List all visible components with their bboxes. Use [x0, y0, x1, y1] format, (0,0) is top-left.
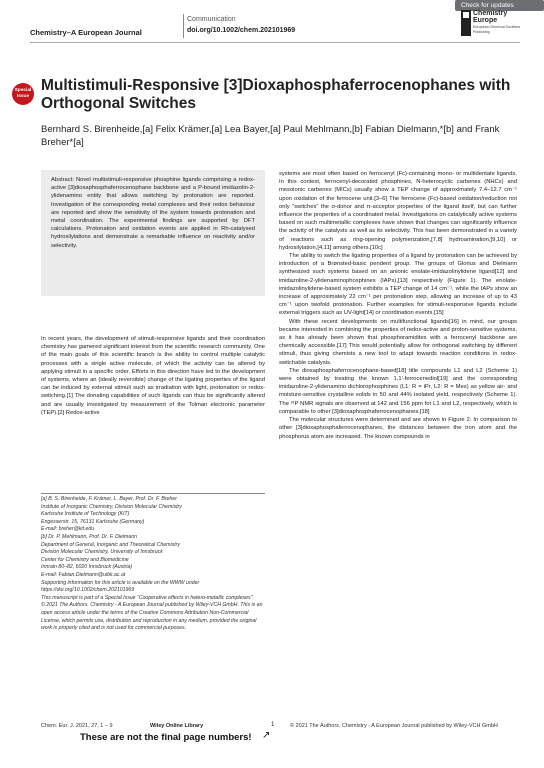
- badge-line-1: Special: [14, 88, 32, 93]
- logo-text-chemistry: Chemistry: [473, 10, 508, 17]
- logo-text-europe: Europe: [473, 17, 498, 24]
- affiliation-line: Karlsruhe Institute of Technology (KIT): [41, 511, 130, 518]
- body-paragraph: The ability to switch the ligating properties of a ligand by protonation can be achieved by introduction of a Brønsted-basic pendent group. The groups of Glorius and Dielmann synthesized such systems based on an anionic enolate-imidazolinylidene ligand[12] and imidazoline-2-ylidenaminophosphines (IAPs),[13] respectively (Figure 1). The enolate-imidazolinylidene-based system exhibits a TEP change of 14 cm⁻¹, while the IAPs show an increase of approximately 22 cm⁻¹ per protonation step, allowing an increase of up to 43 cm⁻¹ upon twofold protonation. Further examples for stimuli-responsive ligands include external triggers such as UV-light[14] or coordination events.[15]: [279, 253, 517, 317]
- body-paragraph: The dioxaphosphaferrocenophane-based[18] title compounds L1 and L2 (Scheme 1) were obtained by treating the known 1,1′-ferrocenediol[19] and the corresponding imidazoline-2-ylidenamino dichlorophosphines (L1: R = iPr, L2: R = Mes) as yellow air- and moisture-sensitive crystalline solids in 50 and 44% isolated yield, respectively (Scheme 1). The ³¹P NMR signals are observed at 142 and 156 ppm for L1 and L2, respectively, which is comparable to other [3]dioxaphosphaferrocenophanes.[18]: [279, 367, 517, 415]
- footer-publisher[interactable]: Wiley Online Library: [150, 723, 204, 729]
- affiliation-line: Innrain 80–82, 6020 Innsbruck (Austria): [41, 564, 133, 571]
- affiliation-line: Department of General, Inorganic and Theoretical Chemistry: [41, 541, 180, 548]
- article-type-label: Communication: [187, 16, 236, 23]
- header-divider: [183, 14, 184, 38]
- affiliation-line: Center for Chemistry and Biomedicine: [41, 556, 129, 563]
- not-final-notice: These are not the final page numbers!: [80, 732, 252, 743]
- supporting-info-note[interactable]: Supporting information for this article is available on the WWW under https://doi.org/10.1002/chem.202101969: [41, 579, 200, 594]
- affiliation-line: [b] Dr. P. Mehlmann, Prof. Dr. F. Dielmann: [41, 533, 138, 540]
- affiliation-line: [a] B. S. Birenheide, F. Krämer, L. Bayer, Prof. Dr. F. Breher: [41, 496, 177, 502]
- license-note: © 2021 The Authors. Chemistry - A European Journal published by Wiley-VCH GmbH. This is an open access article under the terms of the Creative Commons Attribution Non-Commercial License, which permits use, distribution and reproduction in any medium, provided the original work is properly cited and is not used for commercial purposes.: [41, 602, 263, 632]
- header-rule: [30, 42, 520, 43]
- affiliation-line: Institute of Inorganic Chemistry, Division Molecular Chemistry: [41, 503, 182, 510]
- body-paragraph: systems are most often based on ferrocenyl (Fc)-containing mono- or multidentate ligands. In this context, ferrocenyl-decorated phosphines, N-heterocyclic carbenes (NHCs) and mesoionic carbenes (MICs) usually show a TEP change of approximately 7.4–12.7 cm⁻¹ upon oxidation of the ferrocene unit.[3–6] The ferrocene (Fc)-based oxidation/reduction not only “switches” the σ-donor and π-acceptor properties of the ligand itself, but can further influence the properties of a coordinated metal. Investigations on catalytically active systems based on such multimetallic complexes have shown that changes can significantly influence the activity of the catalysts as well as its selectivity. This has been demonstrated in a variety of reactions such as ring-opening polymerization,[7,8] hydroamination,[9,10] or hydrosilylation,[4,11] among others.[10c]: [279, 171, 517, 251]
- special-issue-badge: [12, 83, 34, 105]
- affiliation-email[interactable]: E-mail: Fabian.Dielmann@uibk.ac.at: [41, 571, 126, 578]
- body-paragraph: In recent years, the development of stimuli-responsive ligands and their coordination chemistry has gamered significant interest from the scientific research community. One of the main goals of this scientific branch is the ability to control multiple catalytic processes with a single active molecule, of which the activity can be altered by applying stimuli in a specific order. Efforts in this direction have led to the development of systems, where an (ideally reversible) change of the ligating properties of the ligand can be induced by external stimuli such as irradiation with light, protonation or redox-switching.[1] The donating capabilities of such ligands can thus be significantly altered and are usually investigated by measurement of the Tolman electronic parameter (TEP).[2] Redox-active: [41, 336, 265, 416]
- author-list: Bernhard S. Birenheide,[a] Felix Krämer,[a] Lea Bayer,[a] Paul Mehlmann,[b] Fabian Dielmann,*[b] and Frank Breher*[a]: [41, 124, 500, 148]
- abstract-box: Abstract: Novel multistimuli-responsive phosphine ligands comprising a redox-active [3]dioxaphosphaferrocenophane backbone and a P-bound imidazolin-2-ylidenamino entity that allows switching by protonation are reported. Investigation of the corresponding metal complexes and their redox behaviour are reported and show the sensitivity of the system towards protonation and metal coordination. The experimental findings are supported by DFT calculations. Protonation and oxidation events are applied in Rh-catalysed hydrosilylations and demonstrate a remarkable influence on reactivity and/or selectivity.: [41, 170, 265, 296]
- logo-mark-icon: [463, 12, 469, 18]
- journal-name: Chemistry–A European Journal: [30, 28, 142, 37]
- right-column: [279, 170, 517, 441]
- page-number: 1: [271, 722, 275, 728]
- external-arrow-icon: ↗: [262, 730, 271, 741]
- affiliation-email[interactable]: E-mail: breher@kit.edu: [41, 526, 95, 533]
- article-title: Multistimuli-Responsive [3]Dioxaphosphaferrocenophanes with Orthogonal Switches: [41, 77, 511, 112]
- footer-copyright: © 2021 The Authors. Chemistry - A European Journal published by Wiley-VCH GmbH: [290, 723, 498, 729]
- affiliations-block: [41, 496, 265, 633]
- body-paragraph: The molecular structures were determined and are shown in Figure 2. In comparison to other [3]dioxaphosphaferrocenophanes, the distances between the iron atom and the phosphorus atom are increased. The known compounds in: [279, 417, 517, 440]
- badge-line-2: Issue: [16, 93, 30, 99]
- special-issue-note: This manuscript is part of a Special Issue “Cooperative effects in hetero-metallic complexes”.: [41, 594, 254, 601]
- logo-subtitle: European Chemical Societies Publishing: [473, 25, 521, 34]
- check-for-updates-button[interactable]: Check for updates: [455, 0, 544, 11]
- body-paragraph: With these recent developments on multifunctional ligands[16] in mind, our groups became interested in combining the properties of redox-active and proton-sensitive systems, as it has already been shown that phosphoramidites with a ferrocenyl backbone are chemically accessible.[17] This would potentially allow for orthogonal switching by different stimuli, thus giving chemists a new tool to adapt towards reaction conditions in redox-switchable catalysis.: [279, 318, 517, 366]
- left-column: [41, 335, 265, 417]
- affiliation-divider: [41, 493, 265, 494]
- affiliation-line: Engesserstr. 15, 76131 Karlsruhe (Germany): [41, 518, 145, 525]
- footer-citation: Chem. Eur. J. 2021, 27, 1 – 9: [41, 723, 113, 729]
- doi-link[interactable]: doi.org/10.1002/chem.202101969: [187, 27, 296, 34]
- affiliation-line: Division Molecular Chemistry, University of Innsbruck: [41, 549, 163, 556]
